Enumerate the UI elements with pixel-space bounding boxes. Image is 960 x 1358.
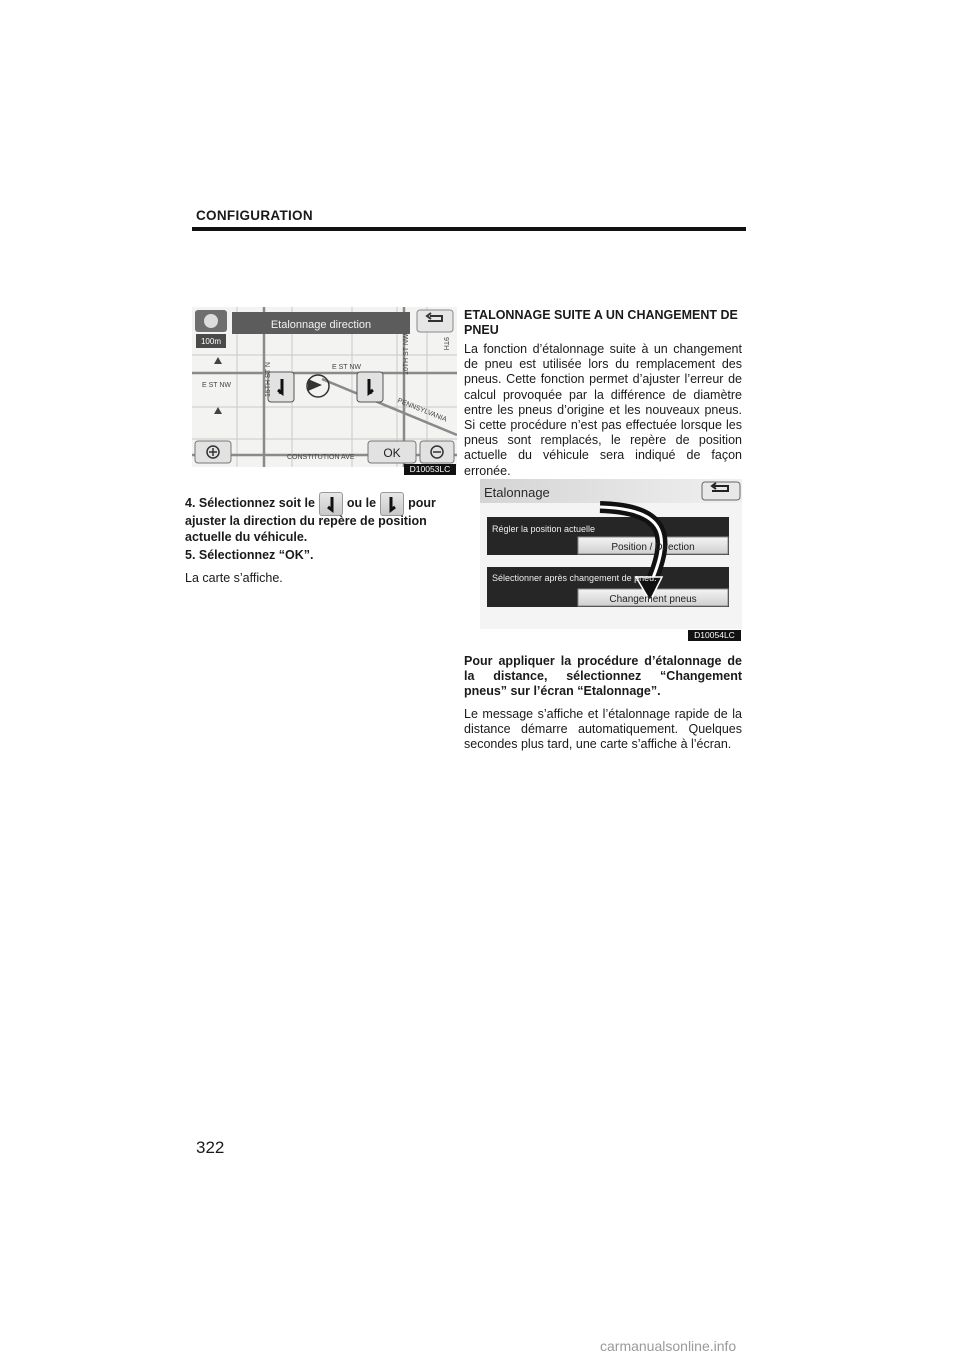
map-screen-figure — [192, 307, 457, 467]
street-9th: 9TH — [442, 337, 449, 351]
street-15th: 15TH ST N — [265, 362, 272, 397]
calibration-screen-illustration — [480, 479, 742, 629]
calibration-title: Etalonnage — [484, 485, 550, 500]
row1-label: Régler la position actuelle — [492, 524, 596, 534]
page-number: 322 — [196, 1138, 225, 1157]
section-title: CONFIGURATION — [196, 208, 313, 223]
street-e-west: E ST NW — [202, 382, 232, 389]
step-4-line1 — [185, 489, 460, 517]
figure1-code: D10053LC — [404, 464, 456, 475]
result-paragraph: Le message s’affiche et l’étalonnage rapide de la distance démarre automatiquement. Quelques secondes plus tard, une carte s’affiche à l’écran. — [464, 707, 742, 752]
figure2-code: D10054LC — [688, 630, 741, 641]
row2-label: Sélectionner après changement de pneu. — [492, 573, 657, 583]
header-rule — [192, 227, 746, 231]
instruction-paragraph: Pour appliquer la procédure d’étalonnage de la distance, sélectionnez “Changement pneus” sur l’écran “Etalonnage”. — [464, 654, 742, 699]
intro-paragraph: La fonction d’étalonnage suite à un changement de pneu est utilisée lors du remplacement des pneus. Cette fonction permet d’ajuster l’erreur de calcul provoquée par la différence de diamètre entre les pneus d’origine et les nouveaux pneus. Si cette procédure n’est pas effectuée lorsque les pneus sont remplacés, le repère de position actuelle du véhicule sera indiqué de façon erronée. — [464, 342, 742, 478]
map-title: Etalonnage direction — [270, 319, 372, 331]
rotate-right-button-icon — [380, 492, 404, 516]
step-5: 5. Sélectionnez “OK”. — [185, 548, 314, 562]
ok-button-label: OK — [383, 446, 401, 460]
step-4-text-a: 4. Sélectionnez soit le — [185, 496, 315, 510]
map-screen-illustration — [192, 307, 457, 467]
step-4-line2: ajuster la direction du repère de position actuelle du véhicule. — [185, 514, 427, 544]
step-4-text-b: ou le — [346, 496, 377, 510]
street-e-center: E ST NW — [332, 364, 362, 371]
step-5-result: La carte s’affiche. — [185, 571, 283, 585]
map-scale: 100m — [200, 337, 222, 346]
street-constitution: CONSTITUTION AVE — [287, 454, 355, 461]
section-heading: ETALONNAGE SUITE A UN CHANGEMENT DE PNEU — [464, 308, 738, 338]
position-direction-button-label: Position / Direction — [611, 542, 695, 553]
street-10th: 10TH ST NW — [403, 333, 410, 375]
rotate-left-button-icon — [319, 492, 343, 516]
street-pennsylvania: PENNSYLVANIA — [396, 397, 448, 424]
watermark: carmanualsonline.info — [600, 1338, 737, 1354]
calibration-screen-figure — [480, 479, 742, 629]
step-4-text-c: pour — [408, 496, 436, 510]
change-tires-button-label: Changement pneus — [609, 594, 697, 605]
